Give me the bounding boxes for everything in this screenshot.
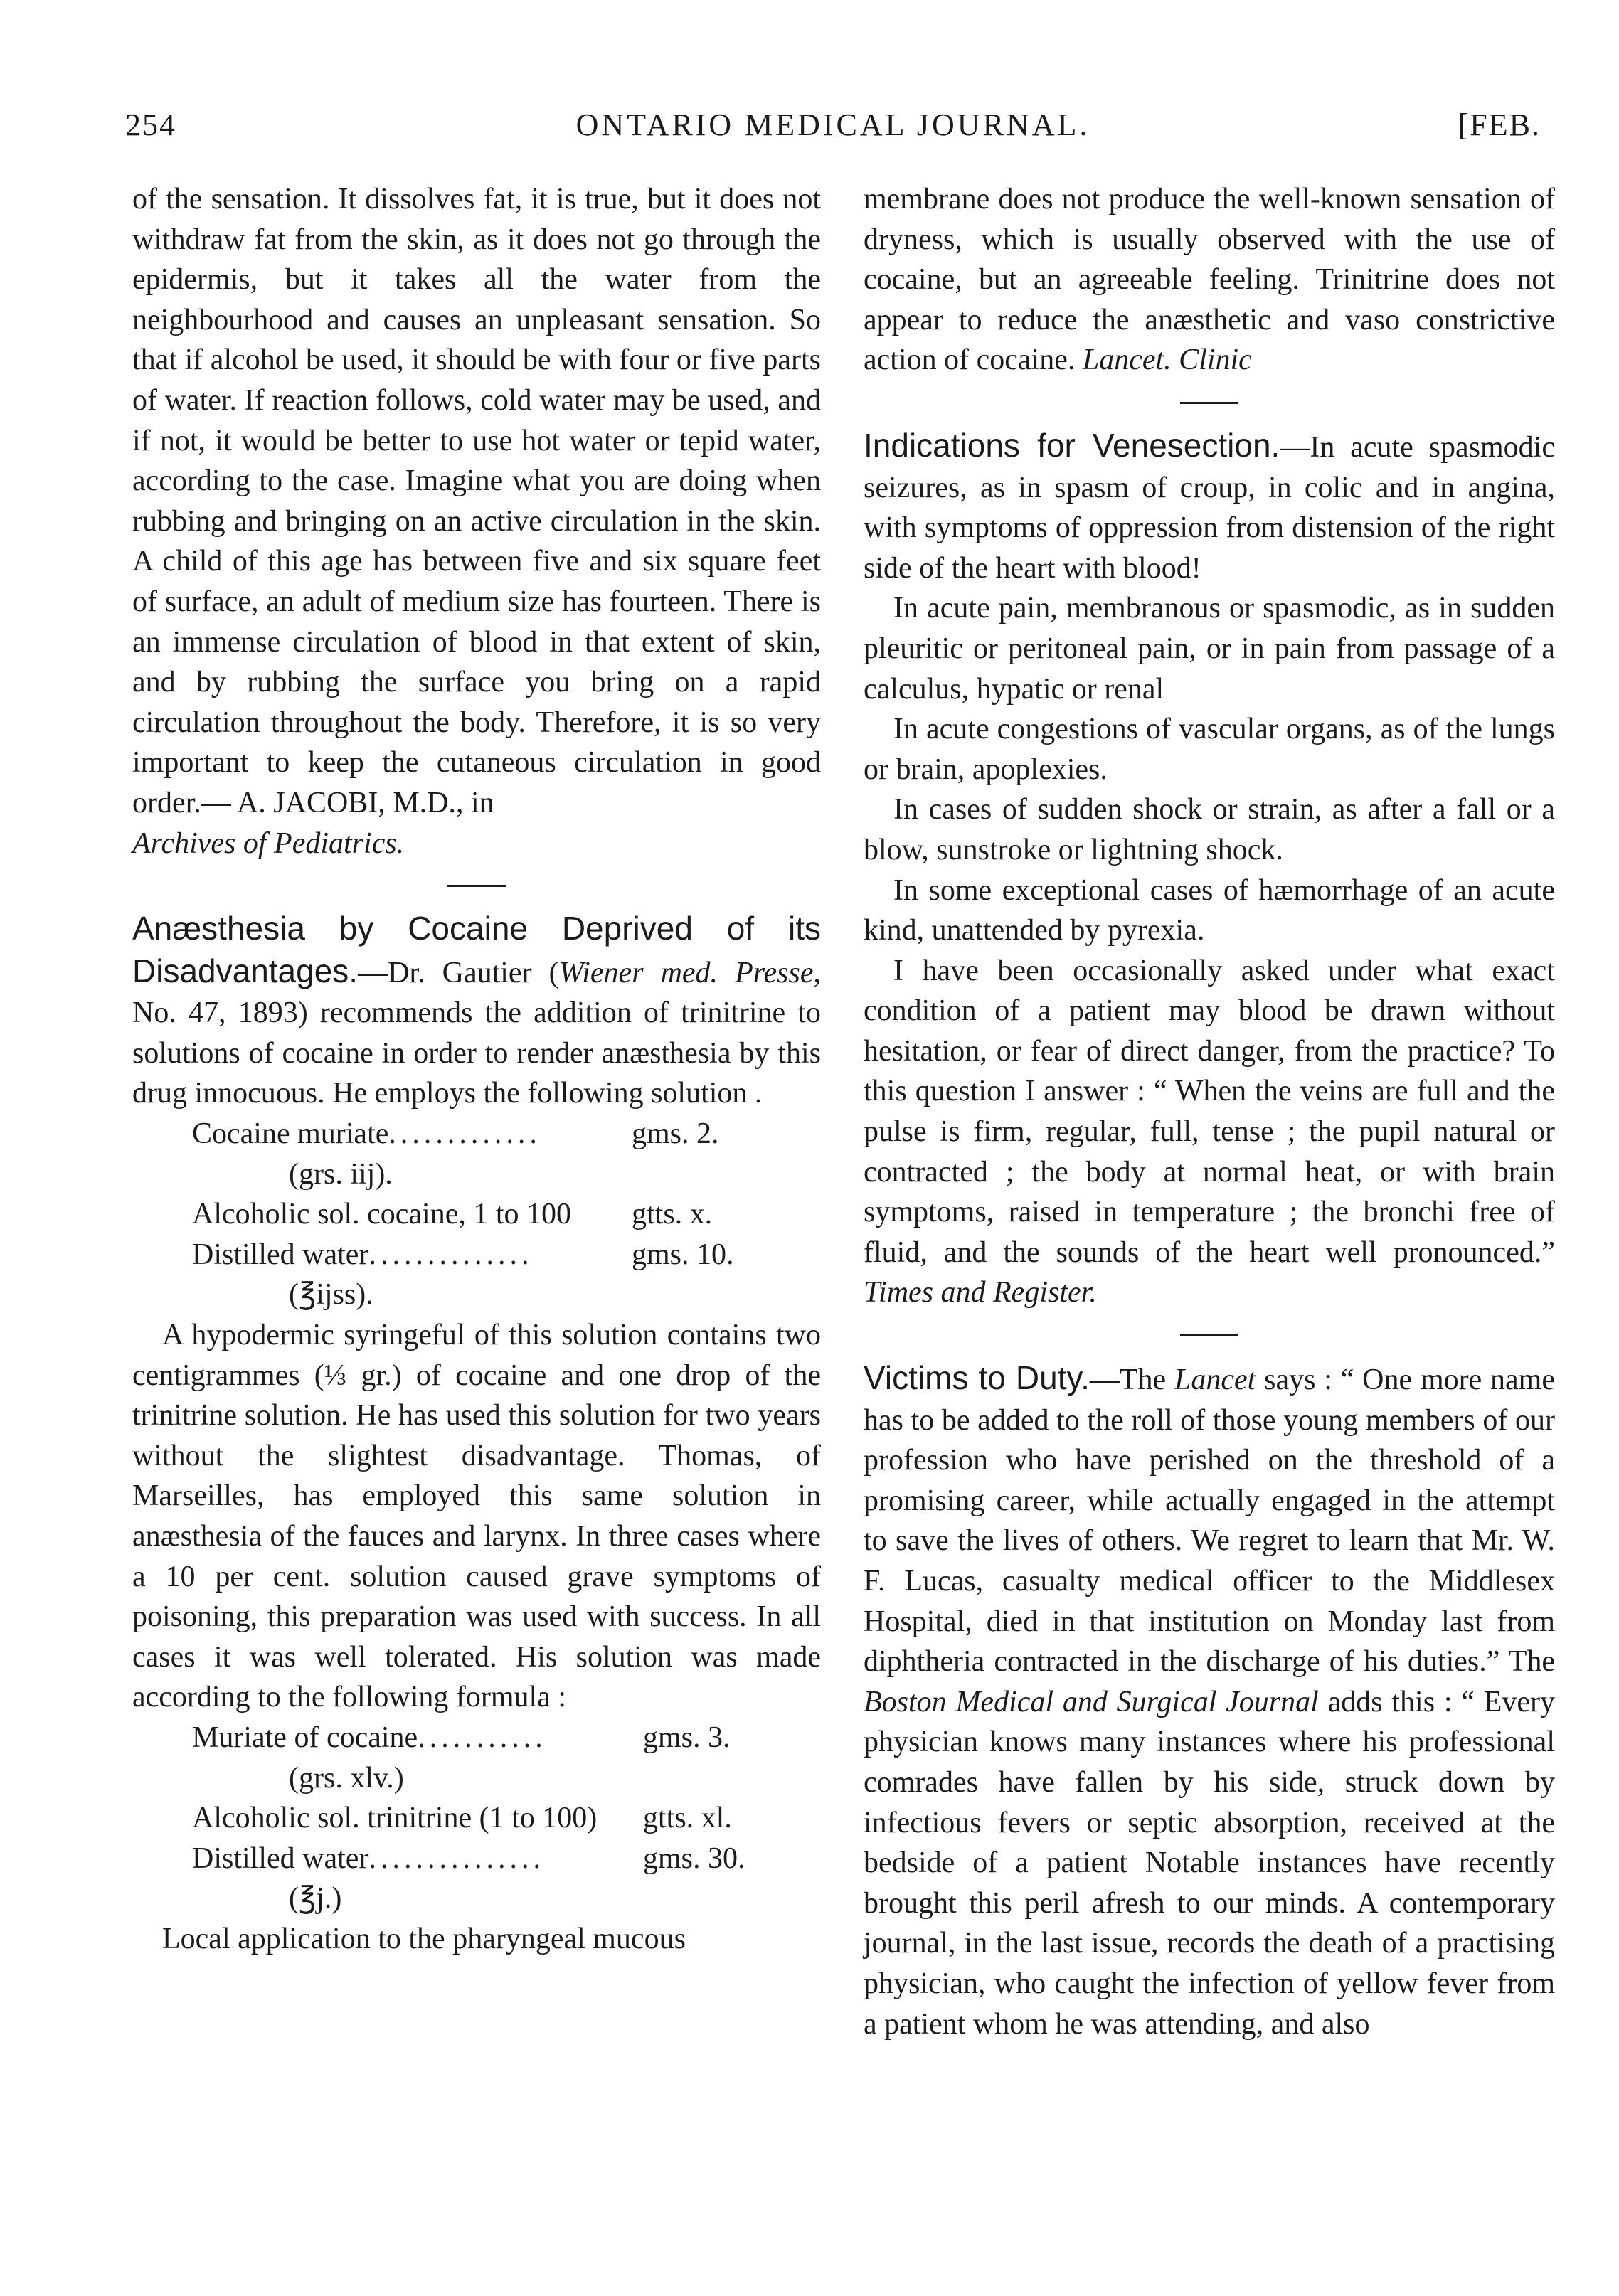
venesection-indication: In some exceptional cases of hæmorrhage of an acute kind, unattended by pyrexia. xyxy=(864,873,1555,947)
formula-row: (℥ijss). xyxy=(289,1278,373,1312)
cocaine-article-intro: Anæsthesia by Cocaine Deprived of its Disadvantages.—Dr. Gautier (Wiener med. Presse, No. 47, 1893) recommends the addition of trinitrine to solutions of cocaine in order to render anæsthesia by this drug innocuous. He employs the following solution . xyxy=(132,910,821,1110)
formula-row: Distilled water............... gms. 30. xyxy=(192,1841,745,1875)
left-column xyxy=(132,179,821,1960)
section-divider xyxy=(447,885,506,887)
venesection-indication: In cases of sudden shock or strain, as after a fall or a blow, sunstroke or lightning shock. xyxy=(864,793,1555,866)
venesection-answer: I have been occasionally asked under what exact condition of a patient may blood be drawn without hesitation, or fear of direct danger, from the practice? To this question I answer : “ When the veins are full and the pulse is firm, regular, full, tense ; the pupil natural or contracted ; the body at normal heat, or with brain symptoms, raised in temperature ; the bronchi free of fluid, and the sounds of the heart well pronounced.” Times and Register. xyxy=(864,954,1555,1309)
formula-row: Cocaine muriate............. gms. 2. xyxy=(192,1117,719,1151)
victims-heading: Victims to Duty. xyxy=(864,1359,1090,1397)
cocaine-article-closing: Local application to the pharyngeal mucous xyxy=(162,1922,686,1955)
formula-one xyxy=(132,1114,821,1315)
section-divider xyxy=(1180,1334,1238,1336)
lancet-clinic-citation: Lancet. Clinic xyxy=(1082,344,1252,377)
formula-row: Distilled water.............. gms. 10. xyxy=(192,1238,734,1271)
victims-article: Victims to Duty.—The Lancet says : “ One more name has to be added to the roll of those young members of our profession who have perished on the threshold of a promising career, while actually engaged in the attempt to save the lives of others. We regret to learn that Mr. W. F. Lucas, casualty medical officer to the Middlesex Hospital, died in that institution on Monday last from diphtheria contracted in the discharge of his duties.” The Boston Medical and Surgical Journal adds this : “ Every physician knows many instances where his professional comrades have fallen by his side, struck down by infectious fevers or septic absorption, received at the bedside of a patient Notable instances have recently brought this peril afresh to our minds. A contemporary journal, in the last issue, records the death of a practising physician, who caught the infection of yellow fever from a patient whom he was attending, and also xyxy=(864,1359,1555,2041)
formula-two xyxy=(132,1718,821,1919)
running-header xyxy=(125,107,1541,156)
journal-title: ONTARIO MEDICAL JOURNAL. xyxy=(575,107,1090,142)
venesection-intro: Indications for Venesection.—In acute spasmodic seizures, as in spasm of croup, in colic and in angina, with symptoms of oppression from distension of the right side of the heart with blood! xyxy=(864,426,1555,585)
formula-row: Alcoholic sol. trinitrine (1 to 100) gtts. xl. xyxy=(192,1802,732,1835)
formula-row: Alcoholic sol. cocaine, 1 to 100 gtts. x. xyxy=(192,1198,713,1231)
formula-row: (℥j.) xyxy=(289,1882,342,1915)
venesection-indication: In acute congestions of vascular organs, as of the lungs or brain, apoplexies. xyxy=(864,713,1555,786)
cocaine-article-continuation: membrane does not produce the well-known sensation of dryness, which is usually observed with the use of cocaine, but an agreeable feeling. Trinitrine does not appear to reduce the anæsthetic and vaso constrictive action of cocaine. Lancet. Clinic xyxy=(864,183,1555,377)
venesection-heading: Indications for Venesection. xyxy=(864,426,1280,464)
intro-paragraph: of the sensation. It dissolves fat, it is true, but it does not withdraw fat from the skin, as it does not go through the epidermis, but it takes all the water from the neighbourhood and causes an unpleasant sensation. So that if alcohol be used, it should be with four or five parts of water. If reaction follows, cold water may be used, and if not, it would be better to use hot water or tepid water, according to the case. Imagine what you are doing when rubbing and bringing on an active circulation in the skin. A child of this age has between five and six square feet of surface, an adult of medium size has fourteen. There is an immense circulation of blood in that extent of skin, and by rubbing the surface you bring on a rapid circulation throughout the body. Therefore, it is so very important to keep the cutaneous circulation in good order.— A. JACOBI, M.D., in Archives of Pediatrics. xyxy=(132,183,821,860)
cocaine-article-heading: Anæsthesia by Cocaine Deprived of its Disadvantages. xyxy=(132,910,821,989)
times-register-citation: Times and Register. xyxy=(864,1276,1097,1309)
boston-journal-citation: Boston Medical and Surgical Journal xyxy=(864,1685,1319,1718)
formula-row: (grs. iij). xyxy=(289,1157,393,1191)
formula-row: (grs. xlv.) xyxy=(289,1761,404,1795)
section-divider xyxy=(1180,402,1238,404)
cocaine-article-body: A hypodermic syringeful of this solution contains two centigrammes (⅓ gr.) of cocaine and one drop of the trinitrine solution. He has used this solution for two years without the slightest disadvantage. Thomas, of Marseilles, has employed this same solution in anæsthesia of the fauces and larynx. In three cases where a 10 per cent. solution caused grave symptoms of poisoning, this preparation was used with success. In all cases it was well tolerated. His solution was made according to the following formula : xyxy=(132,1319,821,1714)
venesection-indication: In acute pain, membranous or spasmodic, as in sudden pleuritic or peritoneal pain, or in pain from passage of a calculus, hypatic or renal xyxy=(864,592,1555,706)
page-number: 254 xyxy=(125,107,176,142)
intro-source: Archives of Pediatrics. xyxy=(132,827,405,860)
lancet-citation: Lancet xyxy=(1174,1364,1256,1397)
issue-month: [FEB. xyxy=(1458,107,1541,142)
formula-row: Muriate of cocaine........... gms. 3. xyxy=(192,1721,731,1754)
wiener-presse-citation: Wiener med. Presse xyxy=(558,956,814,989)
right-column xyxy=(864,179,1555,2044)
